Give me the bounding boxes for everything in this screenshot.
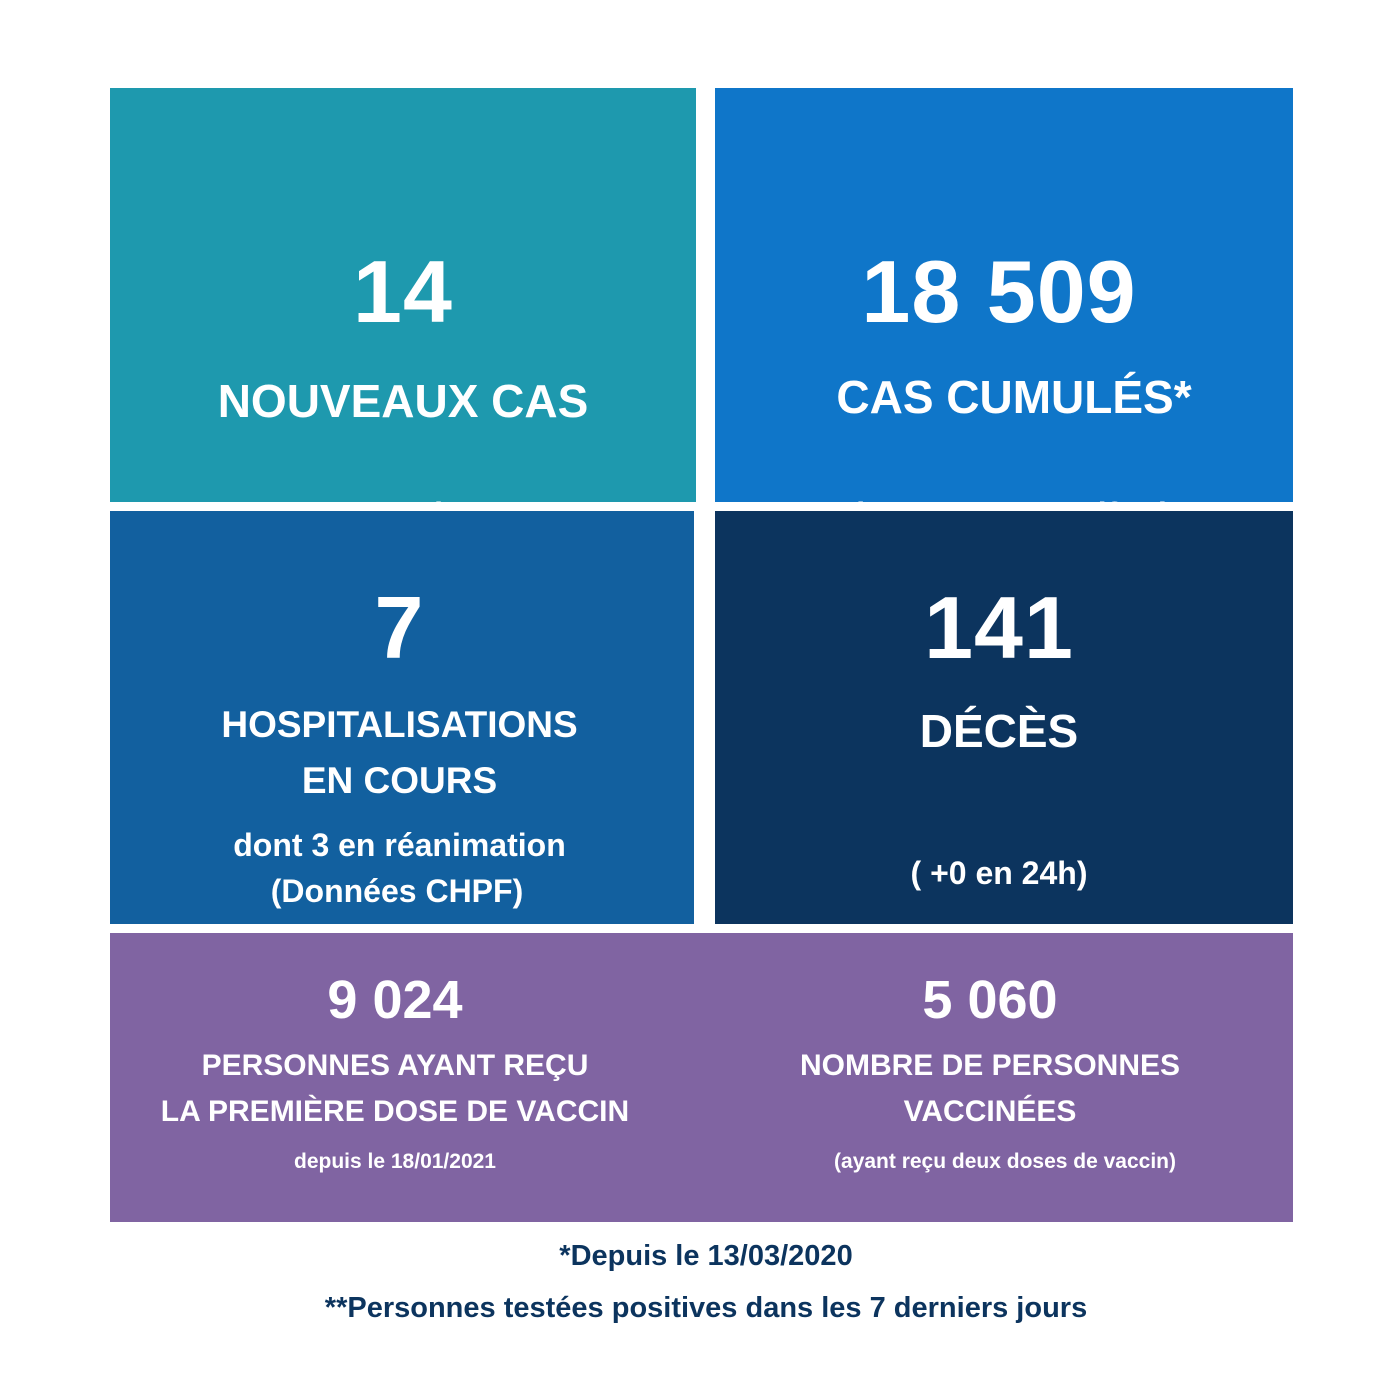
- first-dose-value: 9 024: [327, 970, 463, 1030]
- fully-vaccinated-label-line1: NOMBRE DE PERSONNES: [799, 1049, 1181, 1082]
- fully-vaccinated-value: 5 060: [922, 970, 1058, 1030]
- deaths-tile: [715, 511, 1293, 924]
- vaccination-tile: [110, 933, 1293, 1222]
- hospitalisations-label-line1: HOSPITALISATIONS: [221, 704, 578, 745]
- first-dose-label-line1: PERSONNES AYANT REÇU: [201, 1049, 589, 1082]
- first-dose-section: [110, 933, 680, 1222]
- hospitalisations-note-line1: dont 3 en réanimation: [233, 827, 566, 863]
- footnote-since: *Depuis le 13/03/2020: [559, 1240, 853, 1272]
- deaths-value: 141: [924, 578, 1074, 677]
- footnote-active-definition: **Personnes testées positives dans les 7 derniers jours: [324, 1292, 1088, 1324]
- cumulative-cases-tile: [715, 88, 1293, 502]
- fully-vaccinated-note: (ayant reçu deux doses de vaccin): [834, 1150, 1176, 1173]
- hospitalisations-tile: [110, 511, 694, 924]
- new-cases-value: 14: [353, 242, 453, 341]
- hospitalisations-label-line2: EN COURS: [301, 760, 498, 801]
- first-dose-note: depuis le 18/01/2021: [294, 1150, 496, 1173]
- fully-vaccinated-label-line2: VACCINÉES: [903, 1095, 1077, 1128]
- deaths-label: DÉCÈS: [919, 705, 1079, 757]
- new-cases-label: NOUVEAUX CAS: [217, 375, 589, 427]
- cumulative-cases-label: CAS CUMULÉS*: [836, 371, 1192, 423]
- cumulative-cases-value: 18 509: [861, 242, 1137, 341]
- hospitalisations-value: 7: [374, 578, 425, 677]
- fully-vaccinated-section: [700, 933, 1280, 1222]
- first-dose-label-line2: LA PREMIÈRE DOSE DE VACCIN: [160, 1095, 630, 1128]
- deaths-note: ( +0 en 24h): [910, 855, 1088, 891]
- hospitalisations-note-line2: (Données CHPF): [270, 873, 524, 909]
- new-cases-tile: [110, 88, 696, 502]
